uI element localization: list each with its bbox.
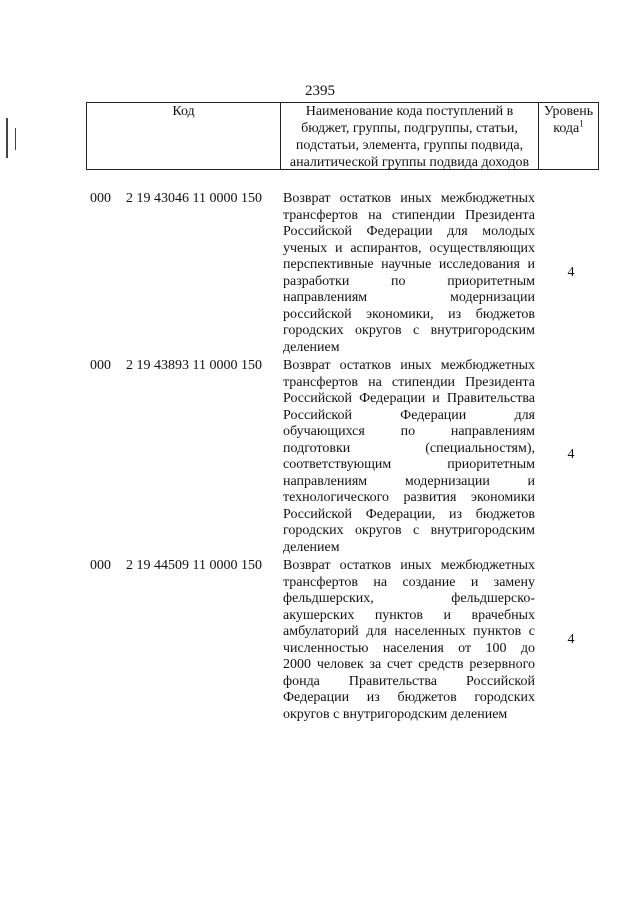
description-line: трансфертов на создание и замену bbox=[283, 574, 535, 590]
description-line: численностью населения от 100 до bbox=[283, 640, 535, 656]
description-line: направлениям модернизации bbox=[283, 290, 535, 305]
header-level-word: кода bbox=[553, 121, 580, 136]
description-line: разработки по приоритетным bbox=[283, 273, 535, 289]
description-line: Российской Федерации и Правительства bbox=[283, 391, 535, 406]
admin-code: 000 bbox=[90, 558, 111, 573]
header-level-label: Уровень bbox=[543, 104, 594, 119]
description-line: направлениям модернизации и bbox=[283, 473, 535, 489]
table-header bbox=[86, 102, 599, 170]
revenue-code: 2 19 43893 11 0000 150 bbox=[126, 358, 262, 373]
level-value: 4 bbox=[567, 265, 575, 280]
description-line: Возврат остатков иных межбюджетных bbox=[283, 358, 535, 373]
level-value: 4 bbox=[567, 447, 575, 462]
revenue-description bbox=[283, 358, 535, 556]
description-line: амбулаторий для населенных пунктов с bbox=[283, 624, 535, 639]
revenue-description bbox=[283, 191, 535, 356]
revenue-description bbox=[283, 558, 535, 723]
description-line: Российской Федерации, из бюджетов bbox=[283, 506, 535, 522]
description-line: Федерации из бюджетов городских bbox=[283, 690, 535, 705]
admin-code: 000 bbox=[90, 191, 111, 206]
header-name-line: подстатьи, элемента, группы подвида, bbox=[295, 138, 524, 153]
header-level-label-2 bbox=[542, 120, 595, 137]
description-line: фельдшерских, фельдшерско- bbox=[283, 591, 535, 606]
description-line: акушерских пунктов и врачебных bbox=[283, 607, 535, 623]
header-level-footnote: 1 bbox=[579, 118, 584, 129]
description-line: ученых и аспирантов, осуществляющих bbox=[283, 240, 535, 256]
description-line: Возврат остатков иных межбюджетных bbox=[283, 558, 535, 573]
scan-edge-mark bbox=[6, 118, 8, 158]
description-line: городских округов с внутригородским bbox=[283, 323, 535, 338]
page-number: 2395 bbox=[305, 83, 335, 99]
description-line: российской экономики, из бюджетов bbox=[283, 306, 535, 322]
description-line: перспективные научные исследования и bbox=[283, 257, 535, 272]
description-line: Российской Федерации для bbox=[283, 407, 535, 423]
description-line: Российской Федерации для молодых bbox=[283, 224, 535, 239]
description-line: обучающихся по направлениям bbox=[283, 424, 535, 439]
description-line: округов с внутригородским делением bbox=[283, 706, 508, 722]
header-name-line: аналитической группы подвида доходов bbox=[289, 155, 530, 170]
header-level-cell bbox=[539, 103, 598, 169]
revenue-code: 2 19 43046 11 0000 150 bbox=[126, 191, 262, 206]
header-name-line: бюджет, группы, подгруппы, статьи, bbox=[301, 121, 518, 136]
description-line: трансфертов на стипендии Президента bbox=[283, 207, 535, 223]
description-line: городских округов с внутригородским bbox=[283, 523, 535, 538]
header-name-line: Наименование кода поступлений в bbox=[305, 104, 514, 119]
header-name-cell bbox=[281, 103, 539, 169]
description-line: фонда Правительства Российской bbox=[283, 673, 535, 689]
header-code-cell bbox=[87, 103, 281, 169]
description-line: Возврат остатков иных межбюджетных bbox=[283, 191, 535, 206]
description-line: соответствующим приоритетным bbox=[283, 457, 535, 472]
description-line: делением bbox=[283, 539, 340, 555]
description-line: технологического развития экономики bbox=[283, 490, 535, 505]
admin-code: 000 bbox=[90, 358, 111, 373]
scan-edge-mark bbox=[15, 128, 16, 150]
description-line: 2000 человек за счет средств резервного bbox=[283, 657, 535, 672]
description-line: подготовки (специальностям), bbox=[283, 440, 535, 456]
description-line: делением bbox=[283, 339, 340, 355]
header-code-label: Код bbox=[172, 104, 195, 119]
revenue-code: 2 19 44509 11 0000 150 bbox=[126, 558, 262, 573]
level-value: 4 bbox=[567, 632, 575, 647]
description-line: трансфертов на стипендии Президента bbox=[283, 374, 535, 390]
